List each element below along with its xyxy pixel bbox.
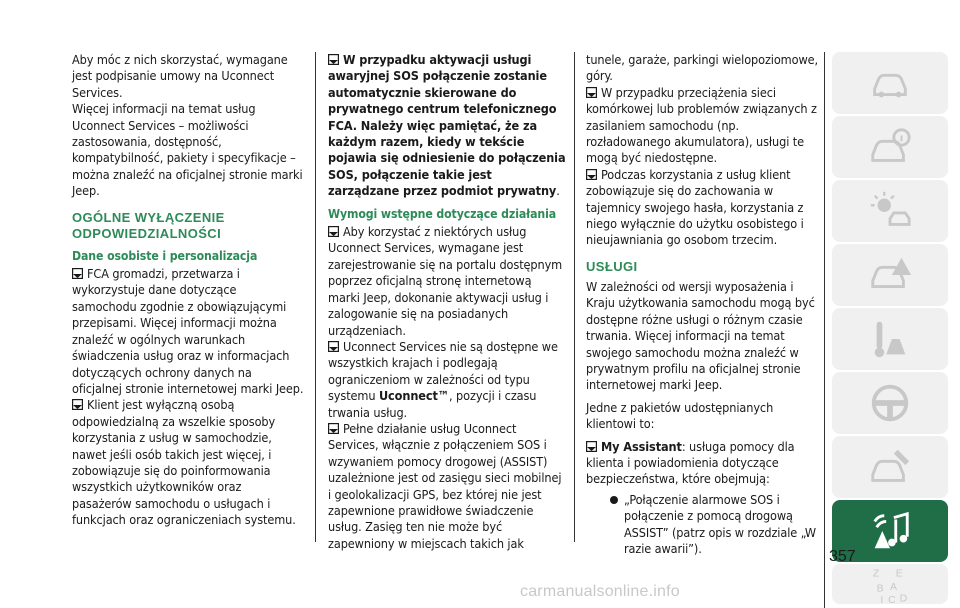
- arrow-bullet-icon: [586, 441, 597, 452]
- svg-text:Z: Z: [872, 567, 880, 580]
- arrow-bullet-icon: [72, 399, 83, 410]
- tab-tools[interactable]: [832, 308, 948, 370]
- multimedia-icon: [867, 508, 913, 554]
- bullet-item: FCA gromadzi, przetwarza i wykorzystuje dane dotyczące samochodu zgodnie z obowiązującymi przepisami. Więcej informacji można znaleźć w ogólnych warunkach świadczenia usług oraz w informacjach dotyczących ochrony danych na oficjalnej stronie internetowej marki Jeep.: [72, 266, 304, 396]
- sidebar-divider: [824, 52, 825, 608]
- text-column-2: [328, 52, 566, 552]
- index-letters-icon: [867, 561, 913, 607]
- svg-text:B: B: [876, 582, 884, 595]
- paragraph: Aby móc z nich skorzystać, wymagane jest podpisanie umowy na Uconnect Services.: [72, 52, 288, 100]
- svg-text:E: E: [895, 567, 903, 580]
- svg-text:A: A: [890, 580, 898, 593]
- bullet-item: Uconnect Services nie są dostępne we wszystkich krajach i podlegają ograniczeniom w zależności od typu systemu Uconnect™, pozycji i czasu trwania usług.: [328, 338, 558, 420]
- column-divider: [315, 52, 316, 542]
- dot-bullet-icon: [610, 496, 618, 504]
- car-info-icon: [867, 124, 913, 170]
- bullet-item: Klient jest wyłączną osobą odpowiedzialną za wszelkie sposoby korzystania z usług w samochodzie, nawet jeśli osób takich jest więcej, i zobowiązuje się do poinformowania wszystkich użytkowników oraz pasażerów samochodu o usługach i funkcjach oraz ograniczeniach systemu.: [72, 397, 296, 528]
- arrow-bullet-icon: [586, 87, 597, 98]
- page-number: 357: [829, 548, 856, 565]
- tab-warning[interactable]: [832, 244, 948, 306]
- bullet-item: My Assistant: usługa pomocy dla klienta i powiadomienia dotyczące bezpieczeństwa, które obejmują:: [586, 438, 795, 487]
- dot-bullet-item: „Połączenie alarmowe SOS i połączenie z pomocą drogową ASSIST” (patrz opis w rozdziale „W razie awarii”).: [586, 492, 824, 558]
- bullet-item: W przypadku aktywacji usługi awaryjnej SOS połączenie zostanie automatycznie skierowane do prywatnego centrum telefonicznego FCA. Należy więc pamiętać, że za każdym razem, kiedy w tekście pojawia się odniesienie do połączenia SOS, połączenie takie jest zarządzane przez podmiot prywatny.: [328, 52, 566, 199]
- bullet-item: Podczas korzystania z usług klient zobowiązuje się do zachowania w tajemnicy swojego hasła, korzystania z niego wyłącznie do użytku osobistego i nieujawniania go osobom trzecim.: [586, 166, 804, 248]
- tools-icon: [867, 316, 913, 362]
- column-divider: [574, 52, 575, 542]
- svg-text:C: C: [888, 594, 896, 607]
- warning-car-icon: [867, 252, 913, 298]
- subsection-heading: Dane osobiste i personalizacja: [72, 248, 258, 263]
- paragraph: W zależności od wersji wyposażenia i Kraju użytkowania samochodu mogą być dostępne różne usługi o różnym czasie trwania. Więcej informacji na temat swojego samochodu można znaleźć w prywatnym profilu na oficjalnej stronie internetowej marki Jeep.: [586, 278, 815, 393]
- steering-wheel-icon: [867, 380, 913, 426]
- watermark: carmanualsonline.info: [520, 583, 680, 600]
- tab-index[interactable]: [832, 564, 948, 607]
- bullet-item: W przypadku przeciążenia sieci komórkowej lub problemów związanych z zasilaniem samochodu (np. rozładowanego akumulatora), usługi te mogą być niedostępne.: [586, 84, 817, 166]
- svg-text:D: D: [899, 592, 908, 605]
- tab-car-info[interactable]: [832, 116, 948, 178]
- arrow-bullet-icon: [72, 268, 83, 279]
- tab-driving[interactable]: [832, 372, 948, 434]
- bullet-item: Aby korzystać z niektórych usług Uconnect Services, wymagane jest zarejestrowanie się na portalu dostępnym poprzez oficjalną stronę internetową marki Jeep, dokonanie aktywacji usług i zalogowanie się na posiadanych urządzeniach.: [328, 224, 563, 338]
- tab-lights[interactable]: [832, 180, 948, 242]
- paragraph: tunele, garaże, parkingi wielopoziomowe, góry.: [586, 52, 818, 84]
- bullet-item: Pełne działanie usług Uconnect Services, włącznie z połączeniem SOS i wzywaniem pomocy drogowej (ASSIST) uzależnione jest od zasięgu sieci mobilnej i geolokalizacji GPS, bez której nie jest zapewnione prawidłowe świadczenie usług. Zasięg ten nie może być zapewniony w miejscach takich jak: [328, 420, 562, 551]
- section-heading: USŁUGI: [586, 258, 638, 274]
- tab-service[interactable]: [832, 436, 948, 498]
- subsection-heading: Wymogi wstępne dotyczące działania: [328, 206, 557, 221]
- text-column-3: [586, 52, 824, 557]
- arrow-bullet-icon: [328, 226, 339, 237]
- svg-text:I: I: [880, 594, 884, 607]
- paragraph: Więcej informacji na temat usług Uconnect Services – możliwości zastosowania, dostępność, kompatybilność, pakiety i specyfikacje – można znaleźć na oficjalnej stronie marki Jeep.: [72, 101, 303, 199]
- service-wrench-icon: [867, 444, 913, 490]
- arrow-bullet-icon: [328, 341, 339, 352]
- arrow-bullet-icon: [328, 423, 339, 434]
- arrow-bullet-icon: [328, 54, 339, 65]
- section-heading: OGÓLNE WYŁĄCZENIE ODPOWIEDZIALNOŚCI: [72, 209, 225, 241]
- paragraph: Jedne z pakietów udostępnianych klientowi to:: [586, 399, 774, 432]
- tab-car-overview[interactable]: [832, 52, 948, 114]
- car-icon: [867, 60, 913, 106]
- arrow-bullet-icon: [586, 169, 597, 180]
- lights-icon: [867, 188, 913, 234]
- text-column-1: [72, 52, 304, 529]
